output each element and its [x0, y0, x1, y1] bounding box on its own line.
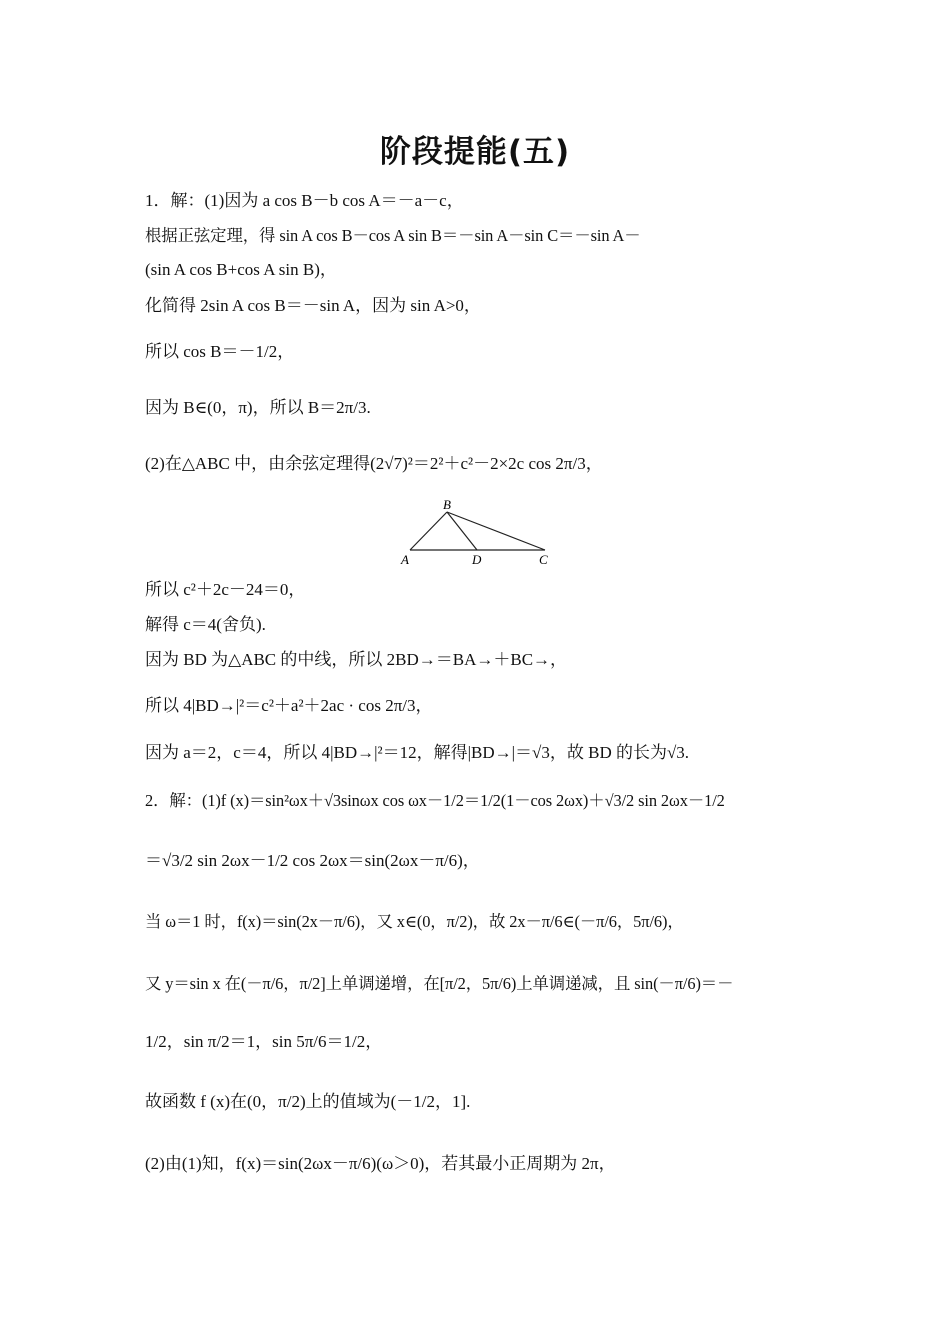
vertex-label-b: B	[443, 497, 451, 512]
text-line: ＝√3/2 sin 2ωx－1/2 cos 2ωx＝sin(2ωx－π/6)，	[145, 851, 480, 870]
text-line: 故函数 f (x)在(0，π/2)上的值域为(－1/2，1].	[145, 1092, 471, 1111]
text-line: 2．解：(1)f (x)＝sin²ωx＋√3sinωx cos ωx－1/2＝1/2(1－cos 2ωx)＋√3/2 sin 2ωx－1/2	[145, 791, 725, 810]
text-line: 又 y＝sin x 在(－π/6，π/2]上单调递增，在[π/2，5π/6)上单调递减，且 sin(－π/6)＝－	[145, 974, 734, 993]
text-line: 因为 a＝2，c＝4，所以 4|BD→|²＝12，解得|BD→|＝√3，故 BD 的长为√3.	[145, 743, 690, 762]
text-line: 所以 c²＋2c－24＝0，	[145, 580, 306, 599]
vertex-label-c: C	[539, 552, 548, 567]
text-line: 根据正弦定理，得 sin A cos B－cos A sin B＝－sin A－sin C＝－sin A－	[145, 226, 641, 245]
text-line: 所以 4|BD→|²＝c²＋a²＋2ac · cos 2π/3，	[145, 696, 433, 715]
text-line: 因为 B∈(0，π)，所以 B＝2π/3.	[145, 398, 371, 417]
text-line: 解得 c＝4(舍负).	[145, 615, 266, 634]
text-line: (2)在△ABC 中，由余弦定理得(2√7)²＝2²＋c²－2×2c cos 2π/3，	[145, 454, 603, 473]
text-line: 当 ω＝1 时，f(x)＝sin(2x－π/6)，又 x∈(0，π/2)，故 2x－π/6∈(－π/6，5π/6)，	[145, 912, 684, 931]
text-line: (2)由(1)知，f(x)＝sin(2ωx－π/6)(ω＞0)，若其最小正周期为 2π，	[145, 1154, 616, 1173]
vertex-label-a: A	[401, 552, 409, 567]
text-line: 化简得 2sin A cos B＝－sin A，因为 sin A>0，	[145, 296, 481, 315]
triangle-figure	[395, 495, 565, 570]
page-title: 阶段提能(五)	[379, 134, 571, 170]
vertex-label-d: D	[472, 552, 482, 567]
text-line: (sin A cos B+cos A sin B)，	[145, 260, 337, 279]
text-line: 所以 cos B＝－1/2，	[145, 342, 295, 361]
text-line: 因为 BD 为△ABC 的中线，所以 2BD→＝BA→＋BC→，	[145, 650, 568, 669]
text-line: 1/2，sin π/2＝1，sin 5π/6＝1/2，	[145, 1032, 383, 1051]
text-line: 1．解：(1)因为 a cos B－b cos A＝－a－c，	[145, 191, 464, 210]
